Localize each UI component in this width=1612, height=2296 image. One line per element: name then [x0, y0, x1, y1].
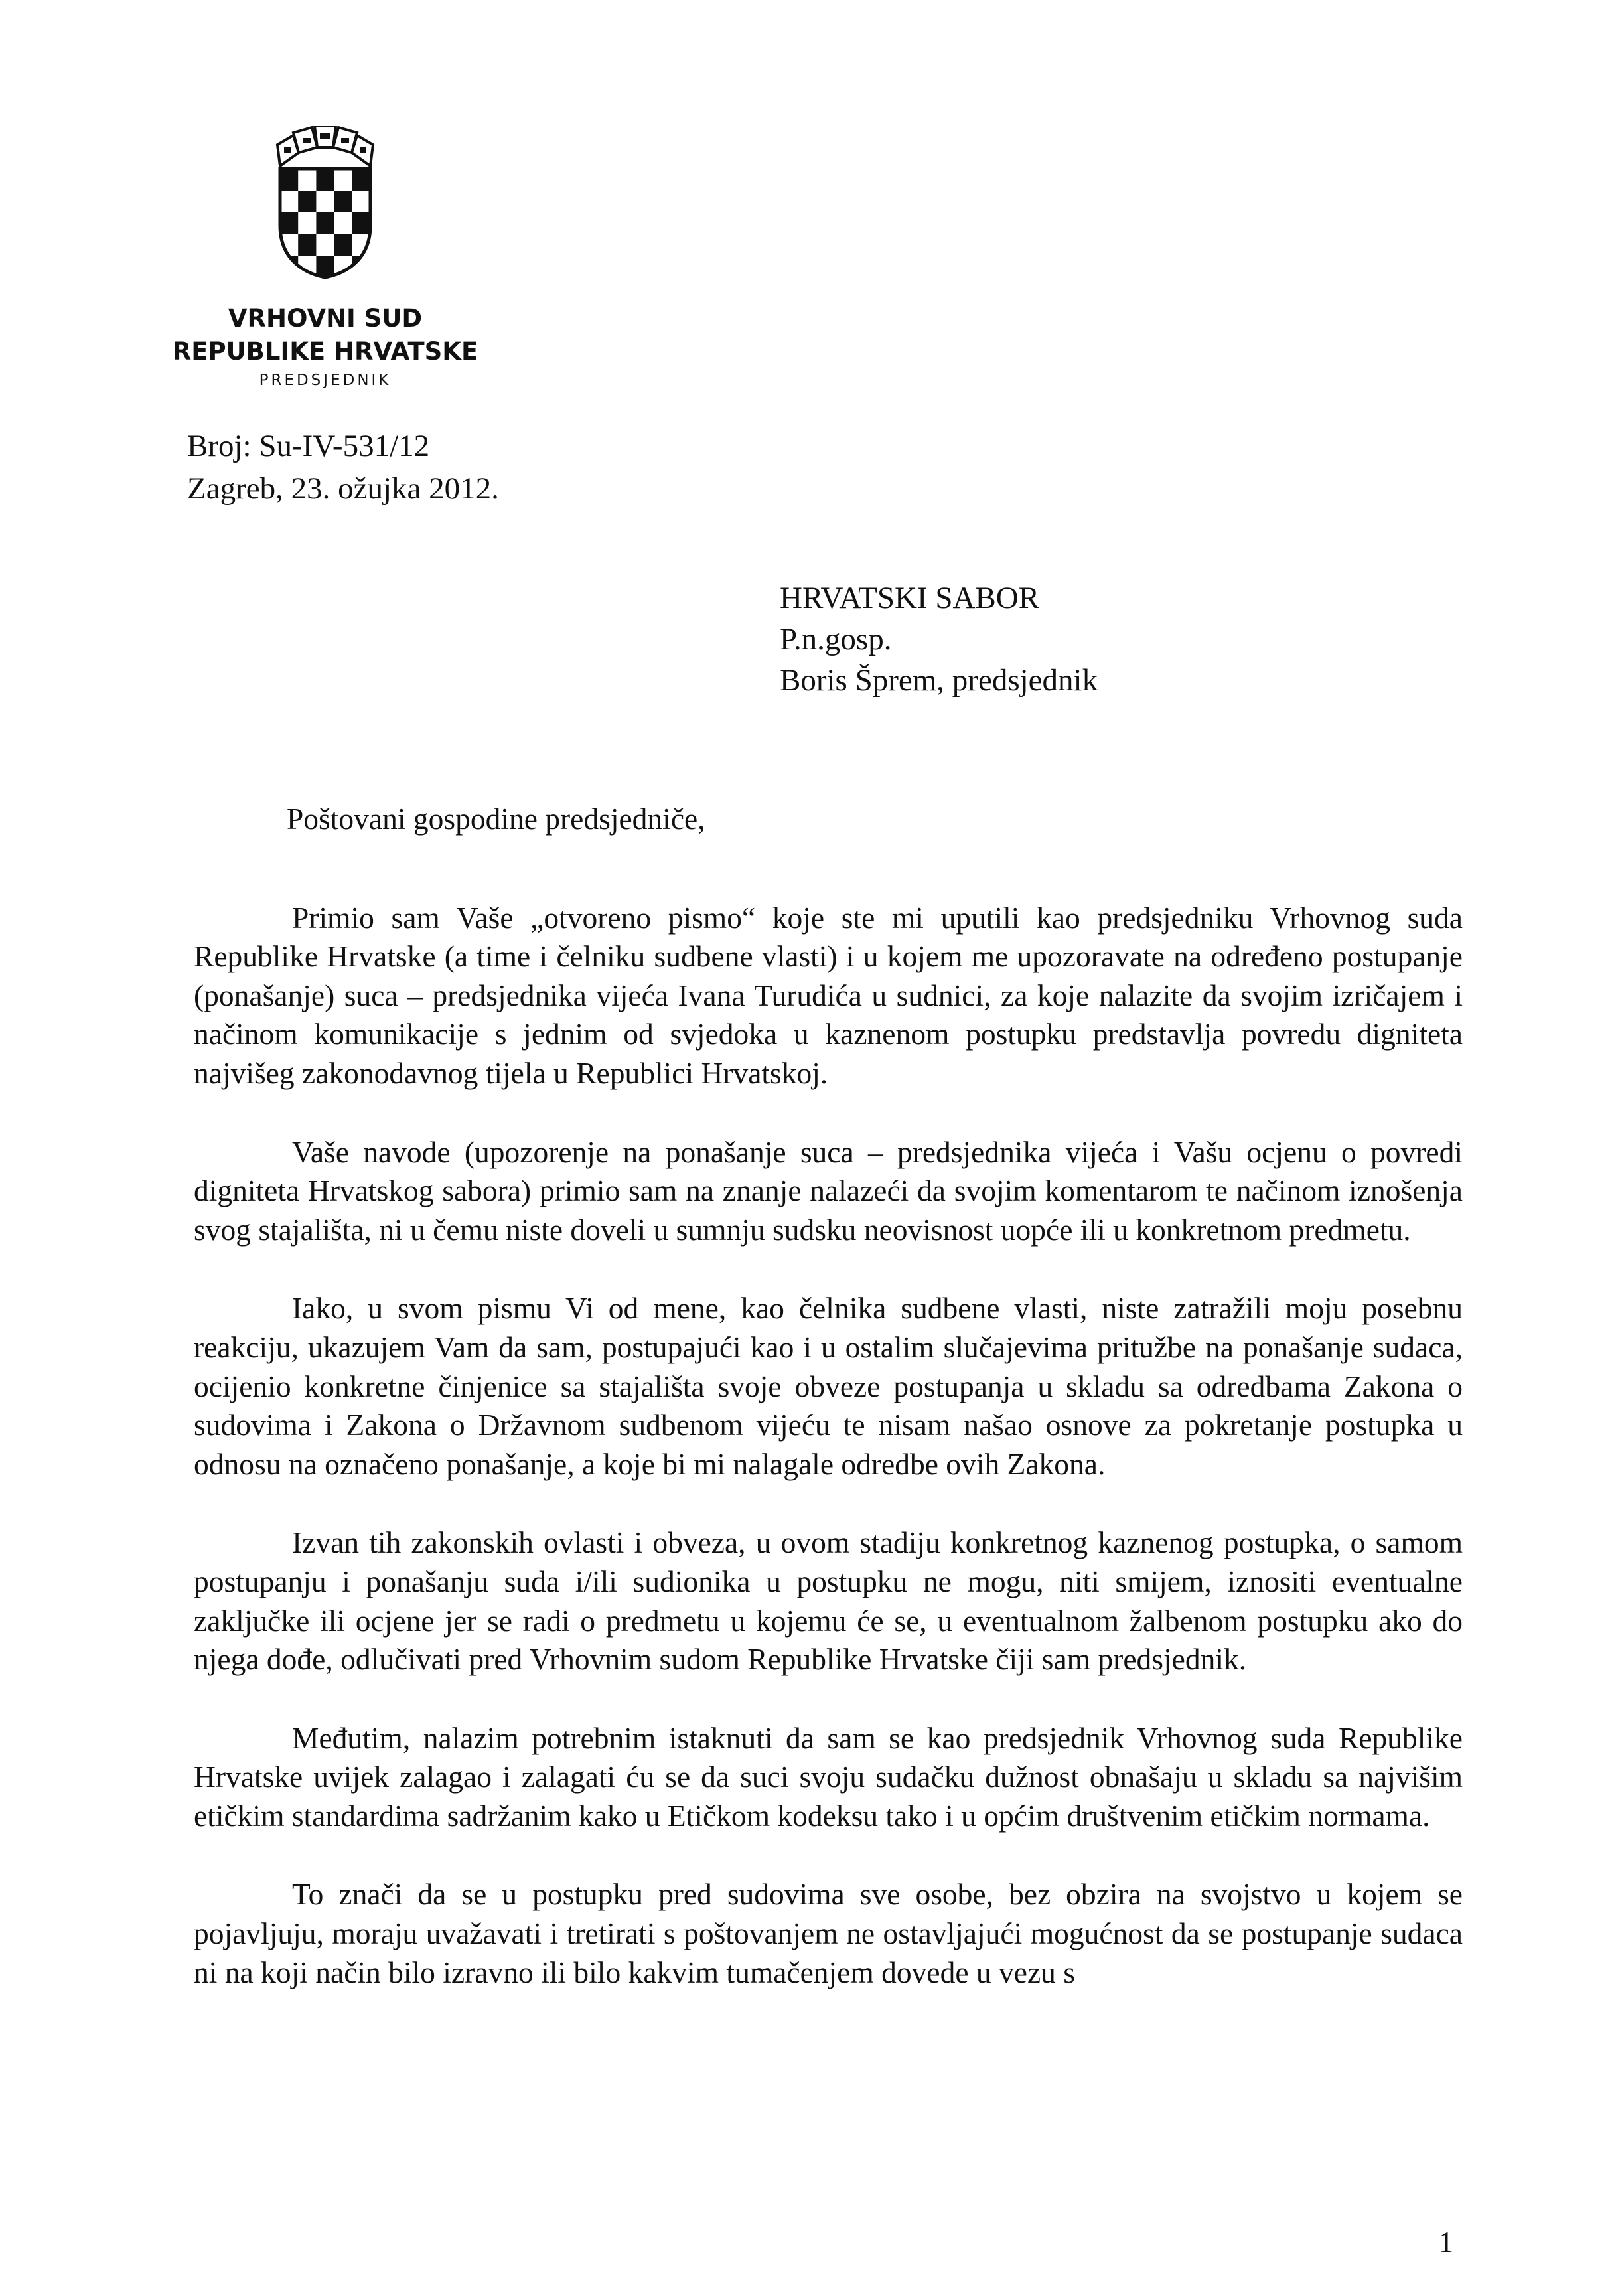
paragraph: Međutim, nalazim potrebnim istaknuti da sam se kao predsjednik Vrhovnog suda Republike Hrvatske uvijek zalagao i zalagati ću se da suci svoju sudačku dužnost obnašaju u skladu sa najvišim etičkim standardima sadržanim kako u Etičkom kodeksu tako i u općim društvenim etičkim normama. [194, 1721, 1463, 1833]
reference-number: Broj: Su-IV-531/12 [187, 429, 430, 463]
reference-block [187, 425, 499, 510]
paragraph: Primio sam Vaše „otvoreno pismo“ koje ste mi uputili kao predsjedniku Vrhovnog suda Republike Hrvatske (a time i čelniku sudbene vlasti) i u kojem me upozoravate na određeno postupanje (ponašanje) suca – predsjednika vijeća Ivana Turudića u sudnici, za koje nalazite da svojim izričajem i načinom komunikacije s jednim od svjedoka u kaznenom postupku predstavlja povredu digniteta najvišeg zakonodavnog tijela u Republici Hrvatskoj. [194, 900, 1463, 1090]
letter-body [194, 800, 1463, 2032]
institution-name-line1: VRHOVNI SUD [228, 304, 423, 333]
addressee-block [780, 577, 1098, 701]
addressee-line2: P.n.gosp. [780, 622, 892, 656]
paragraph: Izvan tih zakonskih ovlasti i obveza, u ovom stadiju konkretnog kaznenog postupka, o samom postupanju i ponašanju suda i/ili sudionika u postupku ne mogu, niti smijem, iznositi eventualne zaključke ili ocjene jer se radi o predmetu u kojemu će se, u eventualnom žalbenom postupku ako do njega dođe, odlučivati pred Vrhovnim sudom Republike Hrvatske čiji sam predsjednik. [194, 1525, 1463, 1677]
addressee-line3: Boris Šprem, predsjednik [780, 663, 1098, 698]
salutation: Poštovani gospodine predsjedniče, [287, 802, 705, 836]
addressee-line1: HRVATSKI SABOR [780, 581, 1040, 615]
paragraph: To znači da se u postupku pred sudovima sve osobe, bez obzira na svojstvo u kojem se pojavljuju, moraju uvažavati i tretirati s poštovanjem ne ostavljajući mogućnost da se postupanje sudaca ni na koji način bilo izravno ili bilo kakvim tumačenjem dovede u vezu s [194, 1877, 1463, 1989]
paragraph: Iako, u svom pismu Vi od mene, kao čelnika sudbene vlasti, niste zatražili moju posebnu reakciju, ukazujem Vam da sam, postupajući kao i u ostalim slučajevima pritužbe na ponašanje sudaca, ocijenio konkretne činjenice sa stajališta svoje obveze postupanja u skladu sa odredbama Zakona o sudovima i Zakona o Državnom sudbenom vijeću te nisam našao osnove za pokretanje postupka u odnosu na označeno ponašanje, a koje bi mi nalagale odredbe ovih Zakona. [194, 1291, 1463, 1481]
institution-role: PREDSJEDNIK [259, 372, 392, 389]
institution-name-line2: REPUBLIKE HRVATSKE [172, 337, 478, 366]
court-header [166, 302, 484, 392]
place-date: Zagreb, 23. ožujka 2012. [187, 471, 499, 506]
paragraph: Vaše navode (upozorenje na ponašanje suca – predsjednika vijeća i Vašu ocjenu o povredi digniteta Hrvatskog sabora) primio sam na znanje nalazeći da svojim komentarom te načinom iznošenja svog stajališta, ni u čemu niste doveli u sumnju sudsku neovisnost uopće ili u konkretnom predmetu. [194, 1134, 1463, 1247]
page-number: 1 [1439, 2226, 1453, 2258]
croatian-coat-of-arms-icon [272, 126, 378, 279]
